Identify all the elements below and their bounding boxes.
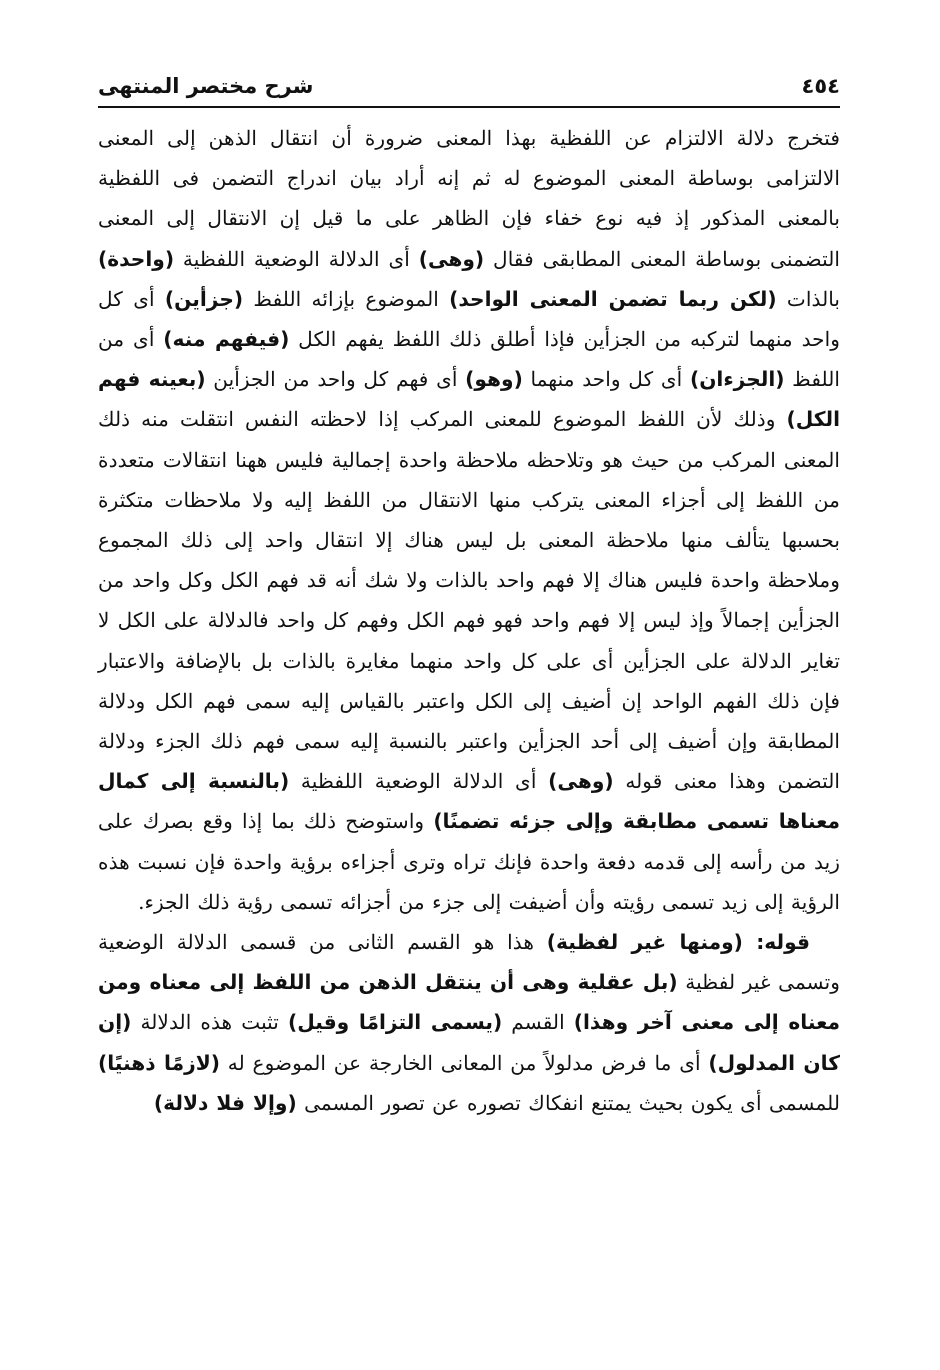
page-number: ٤٥٤	[801, 74, 840, 98]
text-run: هذا هو القسم الثانى من قسمى الدلالة الوضعية وتسمى غير لفظية	[98, 930, 841, 995]
text-run: فتخرج دلالة الالتزام عن اللفظية بهذا المعنى ضرورة أن انتقال الذهن إلى المعنى الالتزامى بوساطة المعنى الموضوع له ثم إنه أراد بيان اندراج التضمن فى اللفظية بالمعنى المذكور إذ فيه نوع خفاء فإن الظاهر على ما قيل إن الانتقال إلى المعنى التضمنى بوساطة المعنى المطابقى فقال	[98, 126, 840, 271]
body-text	[98, 118, 840, 1123]
matn-quote: (وهو)	[465, 367, 523, 392]
text-run: أى ما فرض مدلولاً من المعانى الخارجة عن الموضوع له	[220, 1050, 709, 1075]
text-run: للمسمى أى يكون بحيث يمتنع انفكاك تصوره عن تصور المسمى	[296, 1090, 840, 1115]
header-rule	[98, 106, 840, 108]
book-title: شرح مختصر المنتهى	[98, 74, 314, 98]
text-run: أى كل واحد منهما	[522, 367, 690, 392]
text-run: أى فهم كل واحد من الجزأين	[205, 367, 466, 392]
matn-quote: (الجزءان)	[689, 367, 785, 392]
text-run: بالذات	[776, 286, 840, 311]
matn-quote: (بعينه فهم الكل)	[98, 367, 840, 432]
paragraph-2	[98, 922, 840, 1123]
text-run: وذلك لأن اللفظ الموضوع للمعنى المركب إذا لاحظته النفس انتقلت منه ذلك المعنى المركب من حيث هو وتلاحظه ملاحظة واحدة إجمالية فليس ههنا انتقالات متعددة من اللفظ إلى أجزاء المعنى يتركب منها الانتقال من اللفظ إليه ولا ملاحظات متكثرة بحسبها يتألف منها ملاحظة المعنى بل ليس هناك إلا انتقال واحد إلى ذلك المجموع وملاحظة واحدة فليس هناك إلا فهم واحد بالذات ولا شك أنه قد فهم الكل وكل واحد من الجزأين إجمالاً وإذ ليس إلا فهم واحد فهو فهم الكل وفهم كل واحد فالدلالة على الكل لا تغاير الدلالة على الجزأين أى على كل واحد منهما مغايرة بالذات بل بالإضافة والاعتبار فإن ذلك الفهم الواحد إن أضيف إلى الكل واعتبر بالقياس إليه سمى فهم الكل ودلالة المطابقة وإن أضيف إلى أحد الجزأين واعتبر بالنسبة إليه سمى فهم ذلك الجزء ودلالة التضمن وهذا معنى قوله	[98, 407, 841, 794]
matn-quote: (وإلا فلا دلالة)	[153, 1090, 297, 1115]
matn-quote: (لكن ربما تضمن المعنى الواحد)	[449, 286, 777, 311]
matn-quote: (بل عقلية وهى أن ينتقل الذهن من اللفظ إلى معناه ومن معناه إلى معنى آخر وهذا)	[98, 970, 840, 1035]
matn-quote: (إن كان المدلول)	[98, 1010, 840, 1075]
text-run: أى من اللفظ	[98, 327, 840, 392]
text-run: أى الدلالة الوضعية اللفظية	[174, 246, 419, 271]
running-header	[98, 74, 840, 104]
text-run: الموضوع بإزائه اللفظ	[243, 286, 450, 311]
text-run: أى كل واحد منهما لتركبه من الجزأين فإذا أطلق ذلك اللفظ يفهم الكل	[98, 286, 841, 352]
matn-quote: (وهى)	[418, 246, 485, 271]
text-run: أى الدلالة الوضعية اللفظية	[289, 769, 549, 794]
matn-quote: (يسمى التزامًا وقيل)	[287, 1010, 503, 1035]
matn-quote: (وهى)	[548, 769, 614, 794]
matn-quote: (بالنسبة إلى كمال معناها تسمى مطابقة وإلى جزئه تضمنًا)	[98, 769, 840, 834]
paragraph-1	[98, 118, 840, 922]
matn-quote: (فيفهم منه)	[163, 327, 290, 352]
text-run: القسم	[502, 1010, 574, 1035]
matn-quote: (واحدة)	[98, 246, 175, 271]
text-run: واستوضح ذلك بما إذا وقع بصرك على زيد من رأسه إلى قدمه دفعة واحدة فإنك تراه وترى أجزاءه برؤية واحدة فإن نسبت هذه الرؤية إلى زيد تسمى رؤيته وأن أضيفت إلى جزء من أجزائه تسمى رؤية ذلك الجزء.	[98, 809, 840, 914]
text-run: تثبت هذه الدلالة	[131, 1010, 288, 1035]
matn-quote: (جزأين)	[164, 286, 244, 311]
matn-quote: قوله: (ومنها غير لفظية)	[546, 930, 810, 955]
matn-quote: (لازمًا ذهنيًا)	[98, 1050, 220, 1075]
